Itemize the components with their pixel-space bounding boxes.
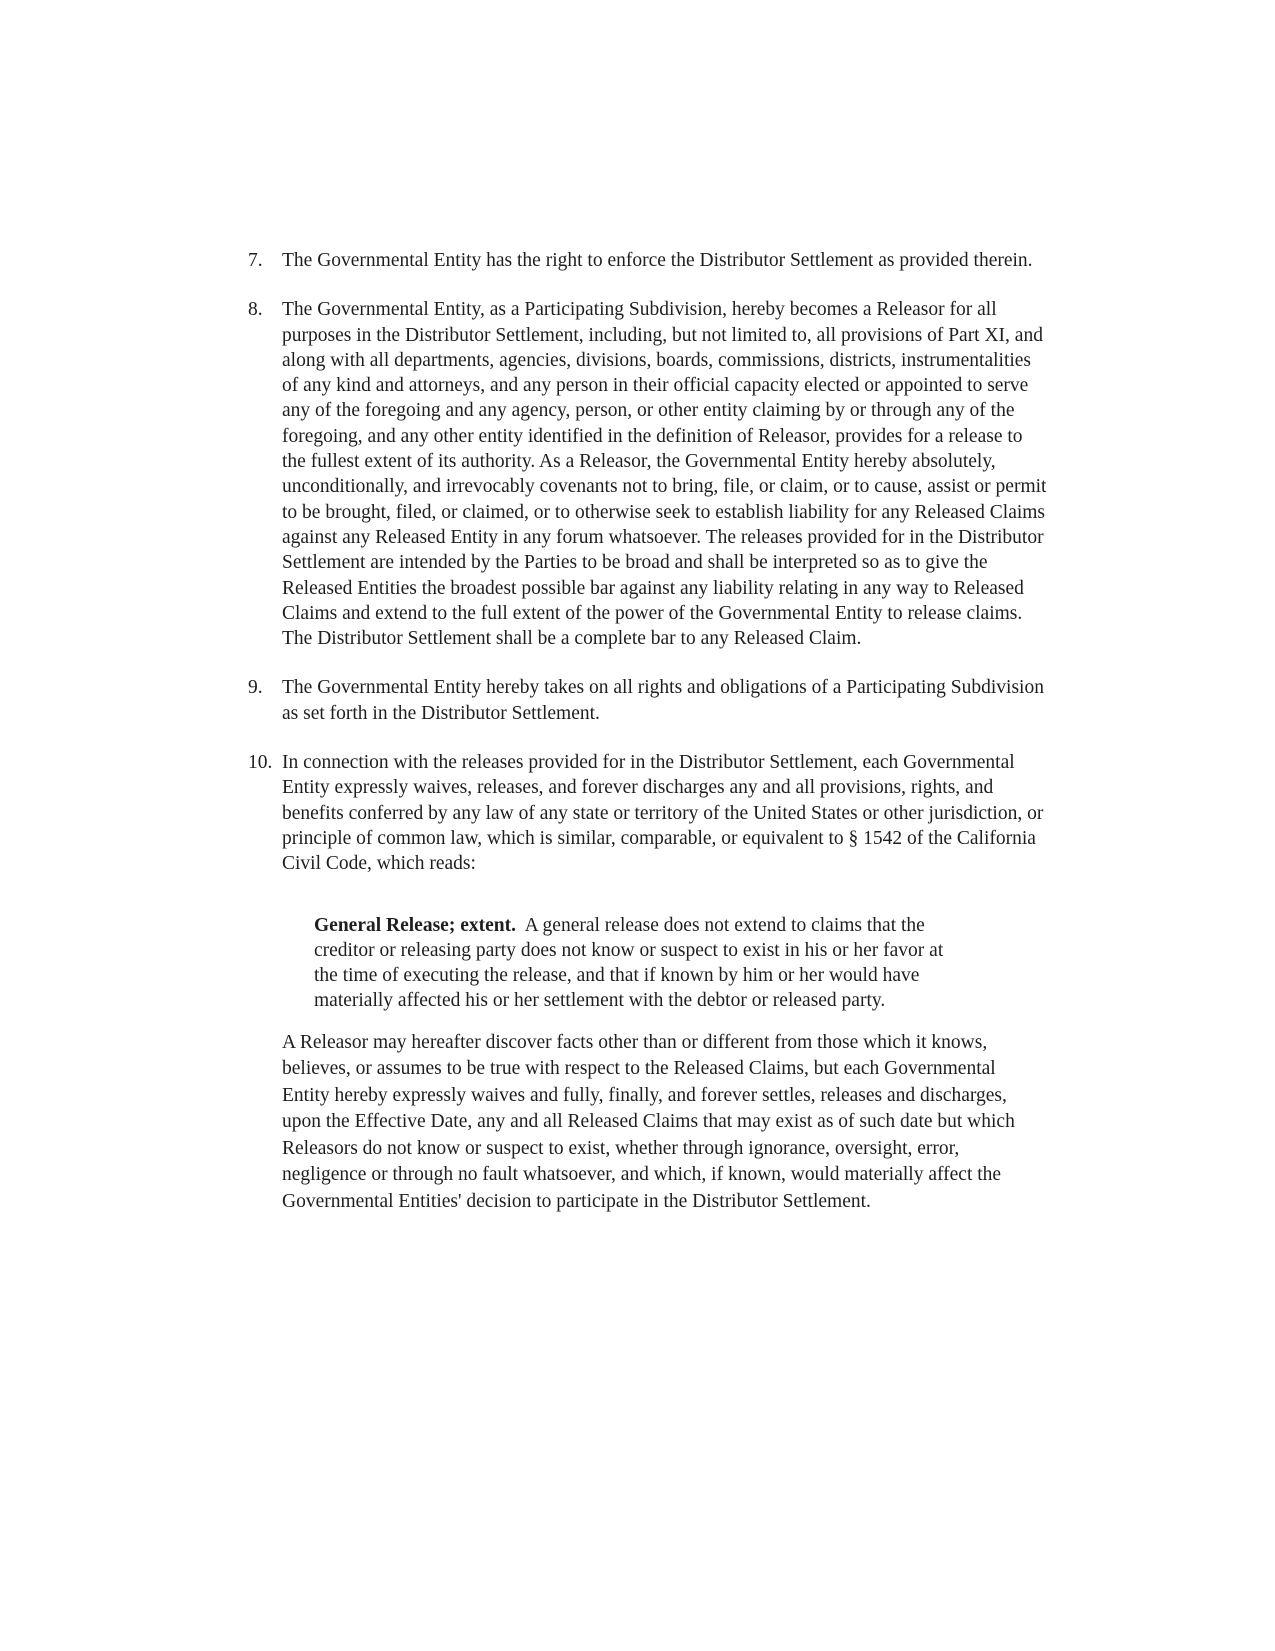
- paragraph-number: 10.: [248, 752, 273, 774]
- paragraph-text: The Governmental Entity has the right to enforce the Distributor Settlement as provided therein.: [282, 250, 1033, 271]
- civil-code-quote: [314, 913, 958, 1014]
- paragraph-text: The Governmental Entity hereby takes on all rights and obligations of a Participating Subdivision as set forth in the Distributor Settlement.: [282, 677, 1044, 724]
- numbered-paragraph-7: [248, 248, 1048, 273]
- closing-paragraph: A Releasor may hereafter discover facts other than or different from those which it knows, believes, or assumes to be true with respect to the Released Claims, but each Governmental Entity hereby expressly waives and fully, finally, and forever settles, releases and discharges, upon the Effective Date, any and all Released Claims that may exist as of such date but which Releasors do not know or suspect to exist, whether through ignorance, oversight, error, negligence or through no fault whatsoever, and which, if known, would materially affect the Governmental Entities' decision to participate in the Distributor Settlement.: [282, 1031, 1015, 1212]
- numbered-paragraph-10: [248, 750, 1048, 876]
- paragraph-number: 8.: [248, 299, 263, 321]
- document-body: [248, 248, 1048, 1215]
- quote-text: A general release does not extend to claims that the creditor or releasing party does not know or suspect to exist in his or her favor at the time of executing the release, and that if known by him or her would have materially affected his or her settlement with the debtor or released party.: [314, 914, 944, 1012]
- numbered-paragraph-9: [248, 675, 1048, 726]
- numbered-paragraph-8: [248, 297, 1048, 651]
- paragraph-text: In connection with the releases provided for in the Distributor Settlement, each Governmental Entity expressly waives, releases, and forever discharges any and all provisions, rights, and benefits conferred by any law of any state or territory of the United States or other jurisdiction, or principle of common law, which is similar, comparable, or equivalent to § 1542 of the California Civil Code, which reads:: [282, 752, 1044, 875]
- paragraph-number: 7.: [248, 250, 263, 271]
- paragraph-number: 9.: [248, 677, 263, 699]
- paragraph-text: The Governmental Entity, as a Participating Subdivision, hereby becomes a Releasor for all purposes in the Distributor Settlement, including, but not limited to, all provisions of Part XI, and along with all departments, agencies, divisions, boards, commissions, districts, instrumentalities of any kind and attorneys, and any person in their official capacity elected or appointed to serve any of the foregoing and any agency, person, or other entity claiming by or through any of the foregoing, and any other entity identified in the definition of Releasor, provides for a release to the fullest extent of its authority. As a Releasor, the Governmental Entity hereby absolutely, unconditionally, and irrevocably covenants not to bring, file, or claim, or to cause, assist or permit to be brought, filed, or claimed, or to otherwise seek to establish liability for any Released Claims against any Released Entity in any forum whatsoever. The releases provided for in the Distributor Settlement are intended by the Parties to be broad and shall be interpreted so as to give the Released Entities the broadest possible bar against any liability relating in any way to Released Claims and extend to the full extent of the power of the Governmental Entity to release claims. The Distributor Settlement shall be a complete bar to any Released Claim.: [282, 299, 1047, 650]
- quote-heading: General Release; extent.: [314, 914, 516, 936]
